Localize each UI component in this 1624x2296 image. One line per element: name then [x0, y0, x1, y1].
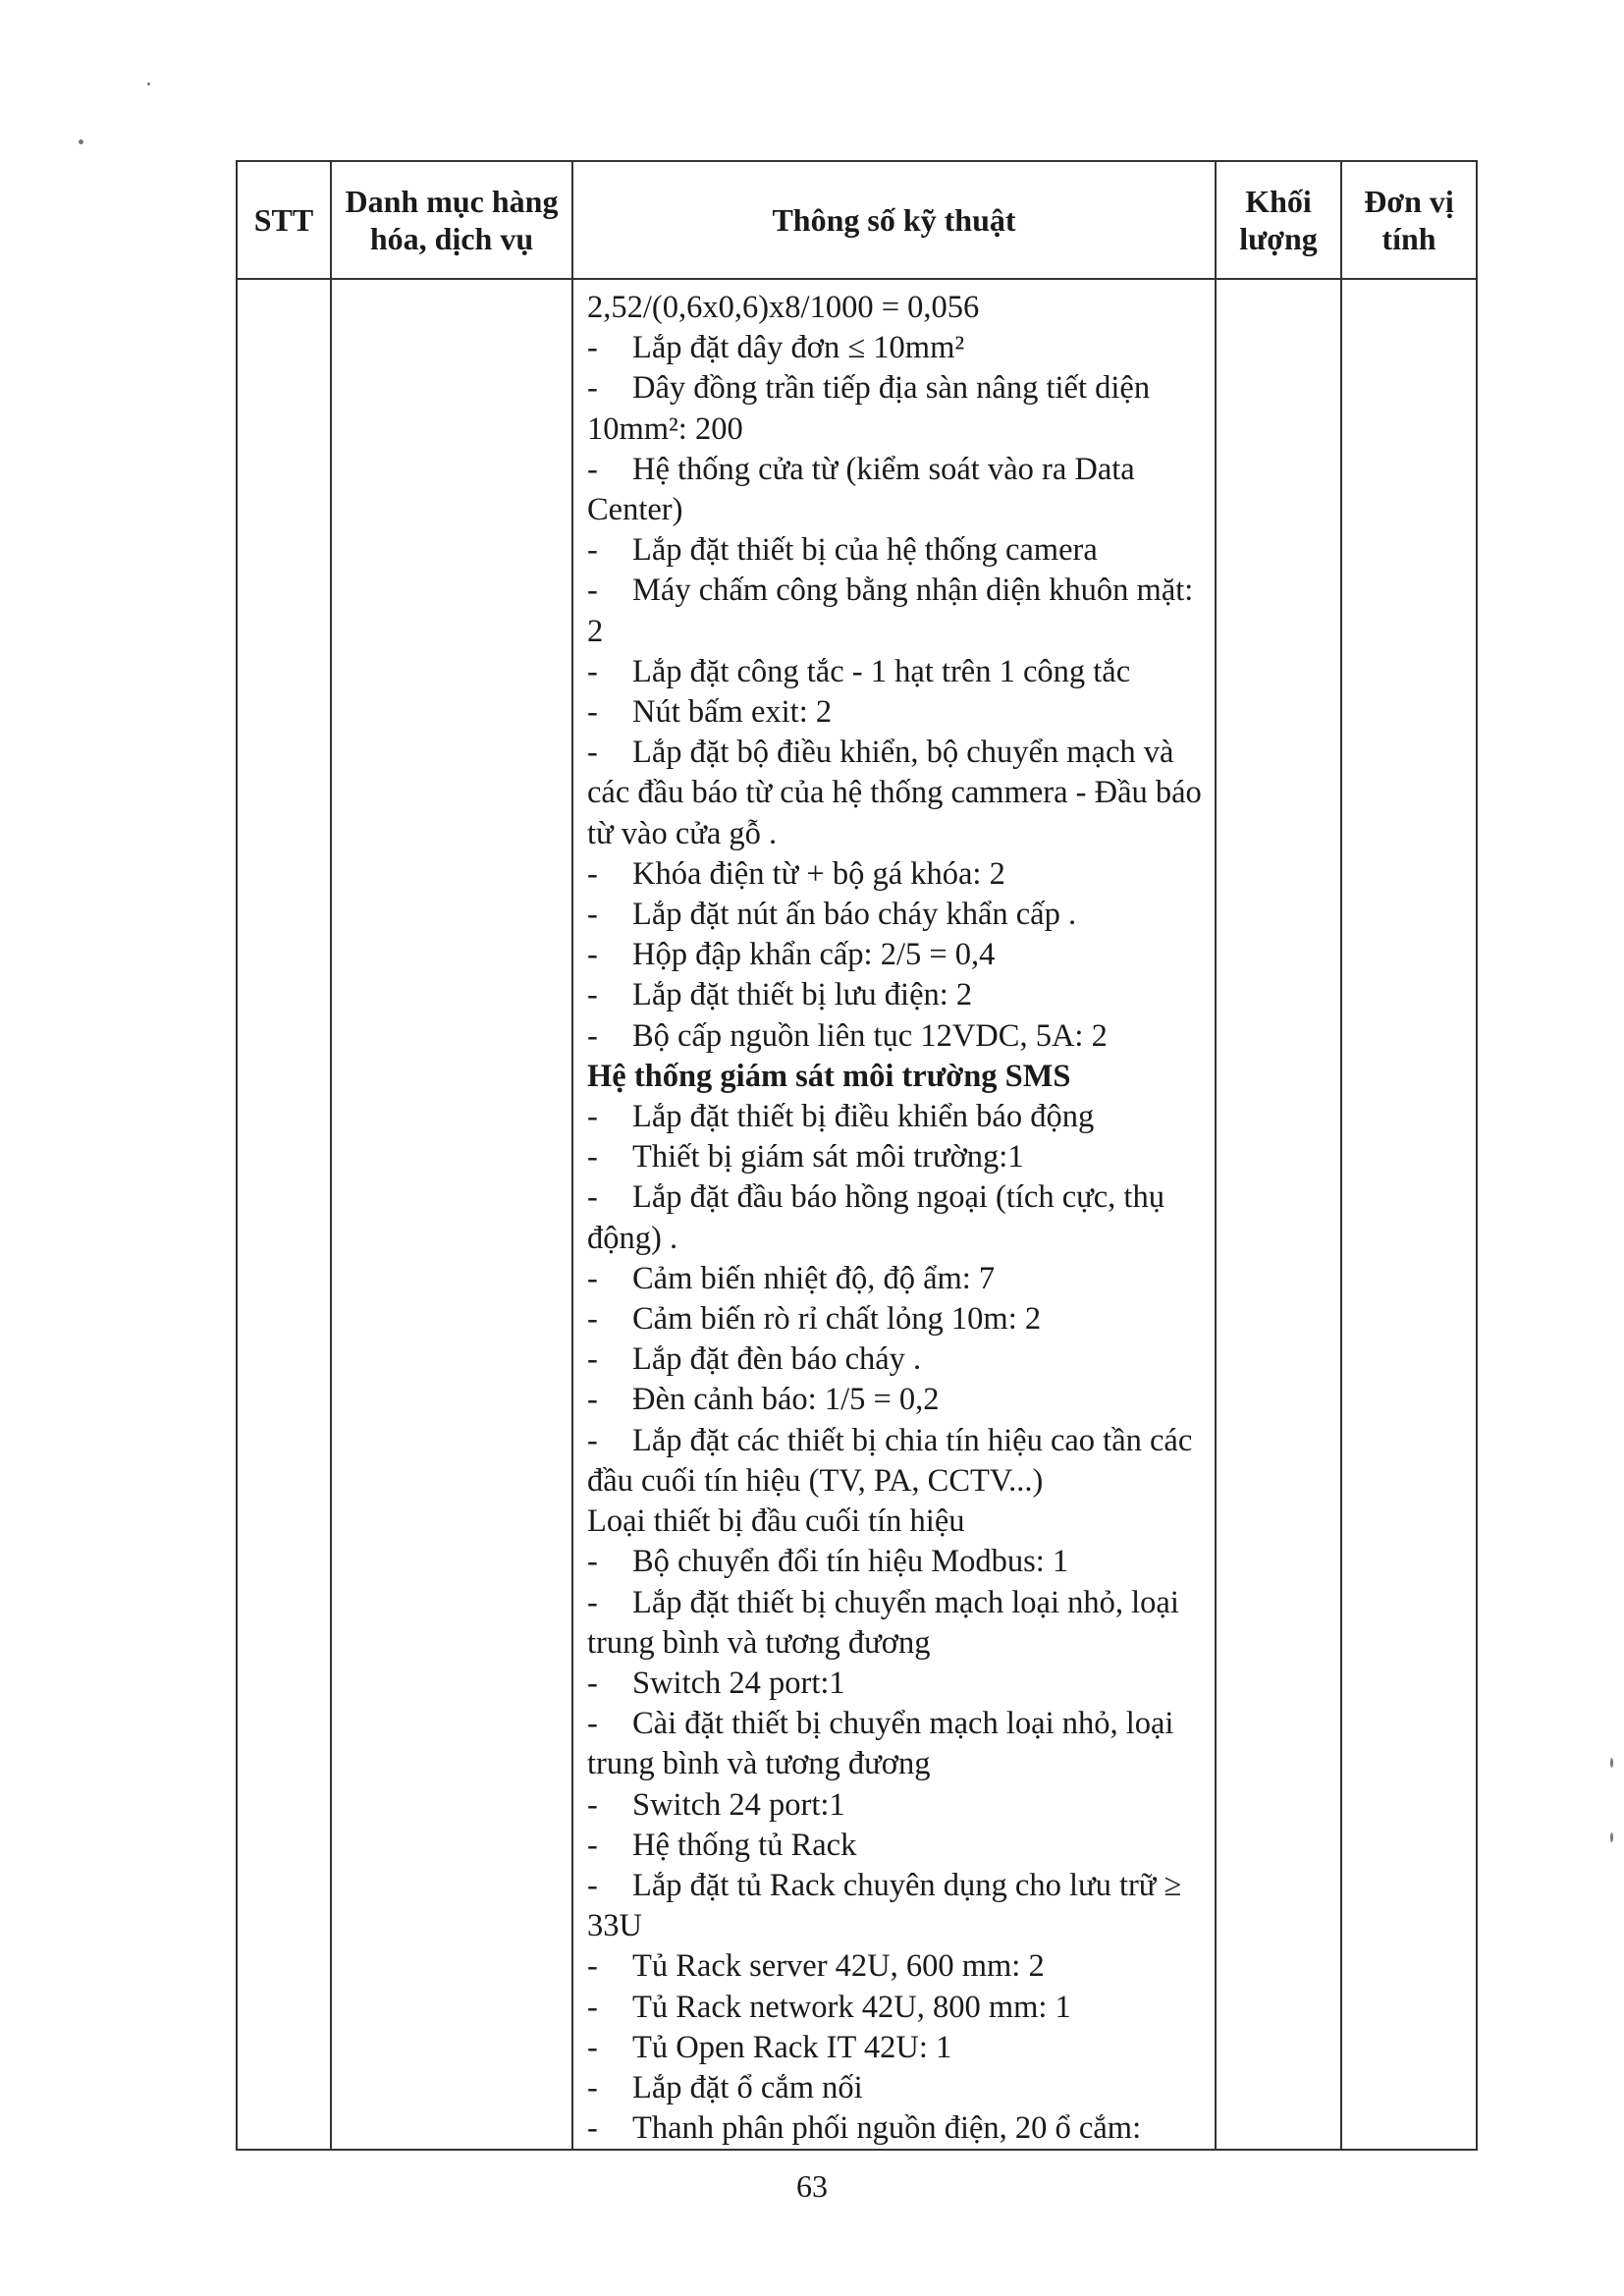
spec-line-text: Tủ Rack server 42U, 600 mm: 2	[632, 1948, 1045, 1985]
dash-marker: -	[587, 1989, 598, 2025]
spec-line-text: Hệ thống tủ Rack	[632, 1827, 857, 1863]
cell-stt	[237, 279, 331, 2150]
dash-marker: -	[587, 532, 598, 569]
spec-line-text: Lắp đặt các thiết bị chia tín hiệu cao tần các đầu cuối tín hiệu (TV, PA, CCTV...)	[587, 1422, 1193, 1499]
section-heading	[587, 1057, 1205, 1097]
spec-line	[587, 1664, 1205, 1704]
spec-line-text: Hệ thống cửa từ (kiểm soát vào ra Data Center)	[587, 451, 1135, 528]
dash-marker: -	[587, 1867, 598, 1903]
spec-line	[587, 2068, 1205, 2108]
dash-marker: -	[587, 1584, 598, 1620]
spec-line	[587, 450, 1205, 530]
dash-marker: -	[587, 573, 598, 609]
spec-line	[587, 288, 1205, 328]
dash-marker: -	[587, 1948, 598, 1985]
spec-line-text: Hộp đập khẩn cấp: 2/5 = 0,4	[632, 937, 996, 973]
spec-line-text: Lắp đặt thiết bị lưu điện: 2	[632, 977, 973, 1013]
dash-marker: -	[587, 2069, 598, 2105]
spec-line-text: Lắp đặt dây đơn ≤ 10mm²	[632, 330, 965, 366]
table-row	[237, 279, 1477, 2150]
dash-marker: -	[587, 1341, 598, 1378]
dash-marker: -	[587, 1017, 598, 1054]
dash-marker: -	[587, 1139, 598, 1175]
header-quantity: Khối lượng	[1216, 161, 1341, 279]
spec-line	[587, 1177, 1205, 1258]
spec-line	[587, 895, 1205, 935]
cell-goods-category	[331, 279, 572, 2150]
spec-line	[587, 1137, 1205, 1177]
spec-line-text: Lắp đặt bộ điều khiển, bộ chuyển mạch và các đầu báo từ của hệ thống cammera - Đầu báo từ vào cửa gỗ .	[587, 735, 1202, 851]
spec-line-text: Thanh phân phối nguồn điện, 20 ổ cắm:	[632, 2110, 1142, 2147]
dash-marker: -	[587, 1382, 598, 1418]
dash-marker: -	[587, 1827, 598, 1863]
spec-line-text: Bộ cấp nguồn liên tục 12VDC, 5A: 2	[632, 1017, 1108, 1054]
cell-quantity	[1216, 279, 1341, 2150]
dash-marker: -	[587, 370, 598, 407]
dash-marker: -	[587, 451, 598, 487]
cell-technical-specs	[572, 279, 1216, 2150]
spec-line-text: Lắp đặt đèn báo cháy .	[632, 1341, 922, 1378]
dash-marker: -	[587, 330, 598, 366]
spec-line-text: Lắp đặt ổ cắm nối	[632, 2069, 863, 2105]
dash-marker: -	[587, 2110, 598, 2147]
spec-line-text: Nút bấm exit: 2	[632, 694, 833, 731]
spec-line	[587, 1988, 1205, 2028]
header-unit: Đơn vị tính	[1341, 161, 1477, 279]
spec-line	[587, 1826, 1205, 1866]
spec-line	[587, 368, 1205, 449]
spec-line-text: Khóa điện từ + bộ gá khóa: 2	[632, 855, 1005, 892]
dash-marker: -	[587, 1544, 598, 1580]
spec-line	[587, 1299, 1205, 1339]
dash-marker: -	[587, 1706, 598, 1742]
spec-line-text: Switch 24 port:1	[632, 1786, 845, 1823]
spec-line-text: Cảm biến rò rỉ chất lỏng 10m: 2	[632, 1301, 1042, 1338]
dash-marker: -	[587, 1301, 598, 1338]
spec-line-text: Hệ thống giám sát môi trường SMS	[587, 1058, 1071, 1094]
spec-line-text: Switch 24 port:1	[632, 1665, 845, 1701]
spec-line-text: Dây đồng trần tiếp địa sàn nâng tiết diện 10mm²: 200	[587, 370, 1151, 447]
dash-marker: -	[587, 1665, 598, 1701]
spec-line-text: Tủ Open Rack IT 42U: 1	[632, 2029, 952, 2065]
spec-line	[587, 975, 1205, 1015]
spec-line-text: Đèn cảnh báo: 1/5 = 0,2	[632, 1382, 940, 1418]
spec-line	[587, 1421, 1205, 1502]
dash-marker: -	[587, 653, 598, 689]
spec-line	[587, 2108, 1205, 2149]
scan-speck	[147, 82, 150, 85]
spec-line	[587, 935, 1205, 975]
spec-line	[587, 1016, 1205, 1057]
dash-marker: -	[587, 937, 598, 973]
spec-line-text: Cài đặt thiết bị chuyển mạch loại nhỏ, loại trung bình và tương đương	[587, 1706, 1174, 1782]
spec-line-text: Tủ Rack network 42U, 800 mm: 1	[632, 1989, 1071, 2025]
spec-line	[587, 1866, 1205, 1946]
spec-line	[587, 1583, 1205, 1664]
cell-unit	[1341, 279, 1477, 2150]
header-goods-category: Danh mục hàng hóa, dịch vụ	[331, 161, 572, 279]
spec-line-text: Lắp đặt đầu báo hồng ngoại (tích cực, thụ động) .	[587, 1179, 1164, 1256]
dash-marker: -	[587, 694, 598, 731]
dash-marker: -	[587, 1260, 598, 1296]
spec-line	[587, 1785, 1205, 1826]
scan-speck	[1610, 1832, 1613, 1842]
spec-line	[587, 1542, 1205, 1582]
spec-line	[587, 1380, 1205, 1420]
spec-line-text: Lắp đặt thiết bị điều khiển báo động	[632, 1099, 1095, 1135]
dash-marker: -	[587, 1786, 598, 1823]
page-number: 63	[796, 2168, 828, 2204]
dash-marker: -	[587, 1422, 598, 1458]
spec-line	[587, 1704, 1205, 1784]
spec-line	[587, 733, 1205, 854]
header-stt: STT	[237, 161, 331, 279]
dash-marker: -	[587, 897, 598, 933]
spec-line-text: Lắp đặt nút ấn báo cháy khẩn cấp .	[632, 897, 1077, 933]
spec-line	[587, 2028, 1205, 2068]
spec-line	[587, 530, 1205, 571]
spec-line-text: Lắp đặt thiết bị chuyển mạch loại nhỏ, loại trung bình và tương đương	[587, 1584, 1179, 1661]
spec-line-text: Bộ chuyển đổi tín hiệu Modbus: 1	[632, 1544, 1069, 1580]
spec-line	[587, 692, 1205, 733]
spec-line	[587, 1097, 1205, 1137]
dash-marker: -	[587, 977, 598, 1013]
spec-line	[587, 1259, 1205, 1299]
spec-line-text: 2,52/(0,6x0,6)x8/1000 = 0,056	[587, 290, 980, 325]
dash-marker: -	[587, 1179, 598, 1216]
spec-line-text: Máy chấm công bằng nhận diện khuôn mặt: 2	[587, 573, 1194, 649]
spec-line	[587, 571, 1205, 651]
table-header-row	[237, 161, 1477, 279]
header-technical-specs: Thông số kỹ thuật	[572, 161, 1216, 279]
spec-list	[573, 280, 1215, 2149]
spec-line-text: Loại thiết bị đầu cuối tín hiệu	[587, 1503, 965, 1540]
spec-line	[587, 854, 1205, 895]
scan-speck	[1610, 1758, 1613, 1768]
scan-speck	[79, 139, 83, 144]
dash-marker: -	[587, 1099, 598, 1135]
spec-line-text: Lắp đặt thiết bị của hệ thống camera	[632, 532, 1098, 569]
spec-line	[587, 1502, 1205, 1542]
dash-marker: -	[587, 735, 598, 771]
spec-line-text: Lắp đặt công tắc - 1 hạt trên 1 công tắc	[632, 653, 1131, 689]
spec-line	[587, 652, 1205, 692]
spec-line	[587, 328, 1205, 368]
spec-line-text: Lắp đặt tủ Rack chuyên dụng cho lưu trữ ≥ 33U	[587, 1867, 1182, 1944]
dash-marker: -	[587, 855, 598, 892]
spec-line-text: Thiết bị giám sát môi trường:1	[632, 1139, 1024, 1175]
dash-marker: -	[587, 2029, 598, 2065]
spec-line	[587, 1339, 1205, 1380]
specification-table	[236, 160, 1478, 2151]
spec-line	[587, 1946, 1205, 1987]
spec-line-text: Cảm biến nhiệt độ, độ ẩm: 7	[632, 1260, 996, 1296]
